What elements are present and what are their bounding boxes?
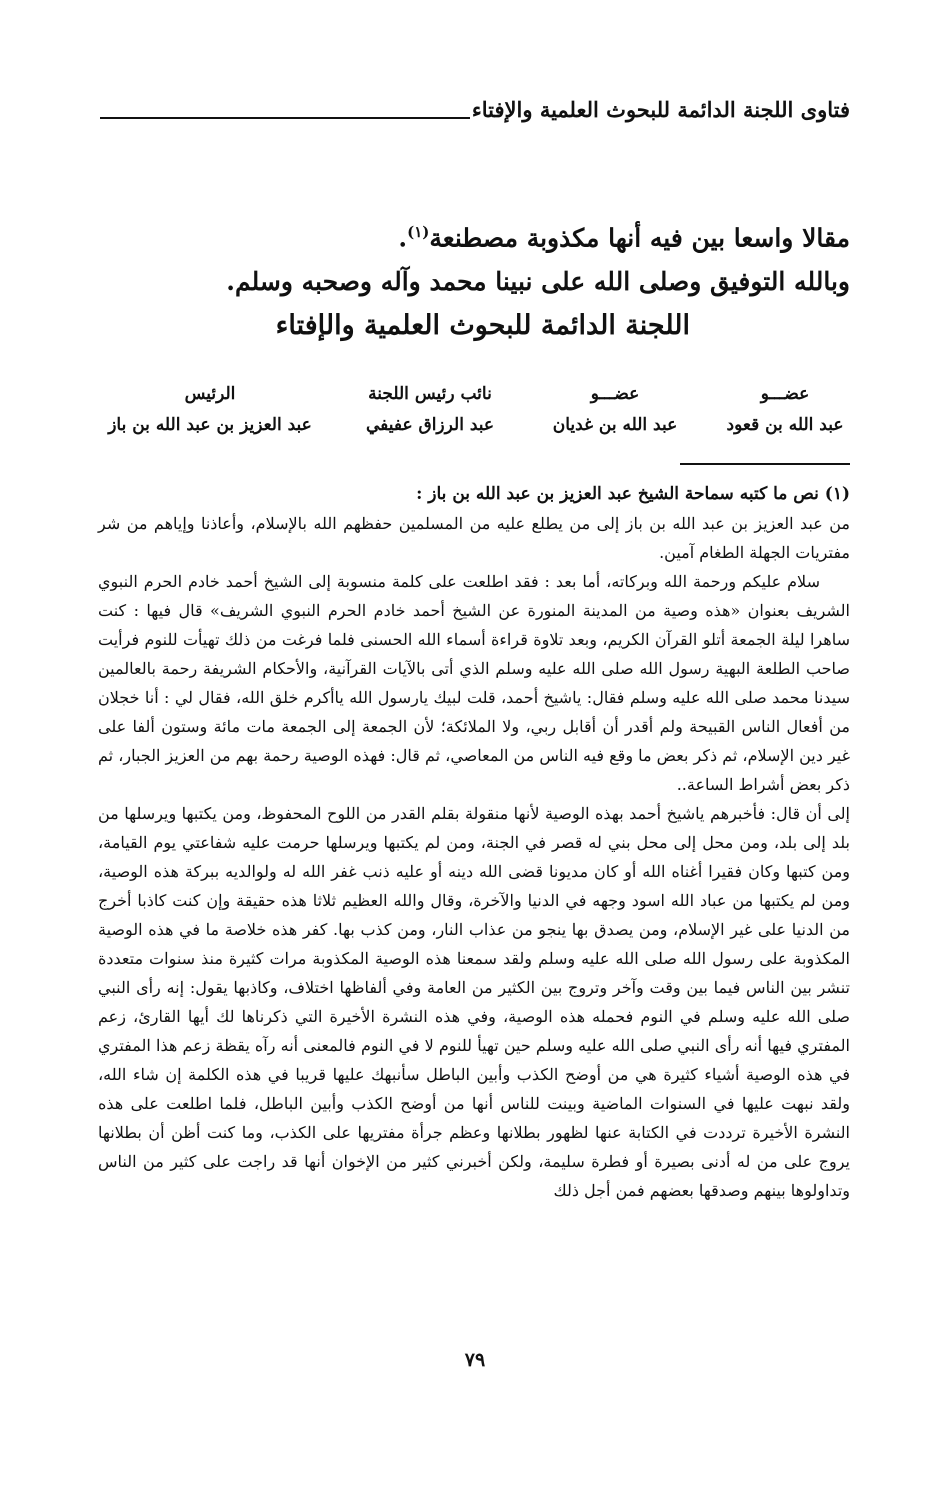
signature-role: نائب رئيس اللجنة [368, 384, 492, 404]
signature-name: عبد الرزاق عفيفي [365, 415, 495, 435]
closing-line-2: وبالله التوفيق وصلى الله على نبينا محمد وآله وصحبه وسلم. [226, 267, 850, 297]
footnote-paragraph-3: إلى أن قال: فأخبرهم ياشيخ أحمد بهذه الوصية لأنها منقولة بقلم القدر من اللوح المحفوظ، ومن يكتبها ويرسلها من بلد إلى بلد، ومن محل إلى محل بني له قصر في الجنة، ومن لم يكتبها ويرسلها حرمت عليه شفاعتي يوم القيامة، ومن كتبها وكان فقيرا أغناه الله أو كان مديونا قضى الله دينه أو عليه ذنب غفر الله له ولوالديه ببركة هذه الوصية، ومن لم يكتبها من عباد الله اسود وجهه في الدنيا والآخرة، وقال والله العظيم ثلاثا هذه حقيقة وإن كنت كاذبا أخرج من الدنيا على غير الإسلام، ومن يصدق بها ينجو من عذاب النار، ومن كذب بها. كفر هذه خلاصة ما في هذه الوصية المكذوبة على رسول الله صلى الله عليه وسلم ولقد سمعنا هذه الوصية المكذوبة مرات كثيرة منذ سنوات متعددة تنشر بين الناس فيما بين وقت وآخر وتروج بين الكثير من العامة وفي ألفاظها اختلاف، وكاذبها يقول: إنه رأى النبي صلى الله عليه وسلم في النوم فحمله هذه الوصية، وفي هذه النشرة الأخيرة التي ذكرناها لك أيها القارئ، زعم المفتري فيها أنه رأى النبي صلى الله عليه وسلم حين تهيأ للنوم لا في النوم فالمعنى أنه رآه يقظة زعم هذا المفتري في هذه الوصية أشياء كثيرة هي من أوضح الكذب وأبين الباطل سأنبهك عليها قريبا في هذه الكلمة إن شاء الله، ولقد نبهت عليها في السنوات الماضية وبينت للناس أنها من أوضح الكذب وأبين الباطل، فلما اطلعت على هذه النشرة الأخيرة ترددت في الكتابة عنها لظهور بطلانها وعظم جرأة مفتريها على الكذب، وما كنت أظن أن بطلانها يروج على من له أدنى بصيرة أو فطرة سليمة، ولكن أخبرني كثير من الإخوان أنها قد راجت على كثير من الناس وتداولوها بينهم وصدقها بعضهم فمن أجل ذلك [98, 804, 850, 1200]
signature-role: عضـــو [760, 384, 810, 404]
closing-block [100, 210, 850, 348]
signature-vice-chairman [350, 378, 510, 440]
signature-name: عبد الله بن قعود [726, 415, 844, 435]
signature-name: عبد العزيز بن عبد الله بن باز [108, 415, 312, 435]
signature-name: عبد الله بن غديان [552, 415, 678, 435]
closing-line-1 [100, 210, 850, 260]
footnote-block [98, 480, 850, 1205]
footnote-marker: (١) [407, 223, 430, 241]
closing-line-1-text: مقالا واسعا بين فيه أنها مكذوبة مصطنعة [429, 223, 850, 253]
closing-line-1-end: . [398, 223, 408, 253]
header-rule [100, 117, 470, 119]
signature-role: الرئيس [184, 384, 236, 404]
page-number: ٧٩ [464, 1349, 486, 1371]
signature-role: عضـــو [590, 384, 640, 404]
committee-name: اللجنة الدائمة للبحوث العلمية والإفتاء [275, 310, 690, 342]
signature-member-2 [540, 378, 690, 440]
signature-member-1 [720, 378, 850, 440]
footnote-title: (١) نص ما كتبه سماحة الشيخ عبد العزيز بن عبد الله بن باز : [416, 484, 850, 504]
signature-chairman [100, 378, 320, 440]
running-header [100, 92, 850, 122]
footnote-paragraph-1: من عبد العزيز بن عبد الله بن باز إلى من يطلع عليه من المسلمين حفظهم الله بالإسلام، وأعاذنا وإياهم من شر مفتريات الجهلة الطغام آمين. [98, 514, 850, 562]
signatures-row [100, 378, 850, 440]
footnote-paragraph-2: سلام عليكم ورحمة الله وبركاته، أما بعد : فقد اطلعت على كلمة منسوبة إلى الشيخ أحمد خادم الحرم النبوي الشريف بعنوان «هذه وصية من المدينة المنورة عن الشيخ أحمد خادم الحرم النبوي الشريف» قال فيها : كنت ساهرا ليلة الجمعة أتلو القرآن الكريم، وبعد تلاوة قراءة أسماء الله الحسنى فلما فرغت من ذلك تهيأت للنوم فرأيت صاحب الطلعة البهية رسول الله صلى الله عليه وسلم الذي أتى بالآيات القرآنية، والأحكام الشريفة رحمة بالعالمين سيدنا محمد صلى الله عليه وسلم فقال: ياشيخ أحمد، قلت لبيك يارسول الله ياأكرم خلق الله، فقال لي : أنا خجلان من أفعال الناس القبيحة ولم أقدر أن أقابل ربي، ولا الملائكة؛ لأن الجمعة إلى الجمعة مات مائة وستون ألفا على غير دين الإسلام، ثم ذكر بعض ما وقع فيه الناس من المعاصي، ثم قال: فهذه الوصية رحمة بهم من العزيز الجبار، ثم ذكر بعض أشراط الساعة.. [98, 572, 850, 794]
footnote-separator [680, 463, 850, 465]
header-title: فتاوى اللجنة الدائمة للبحوث العلمية والإفتاء [471, 97, 850, 122]
